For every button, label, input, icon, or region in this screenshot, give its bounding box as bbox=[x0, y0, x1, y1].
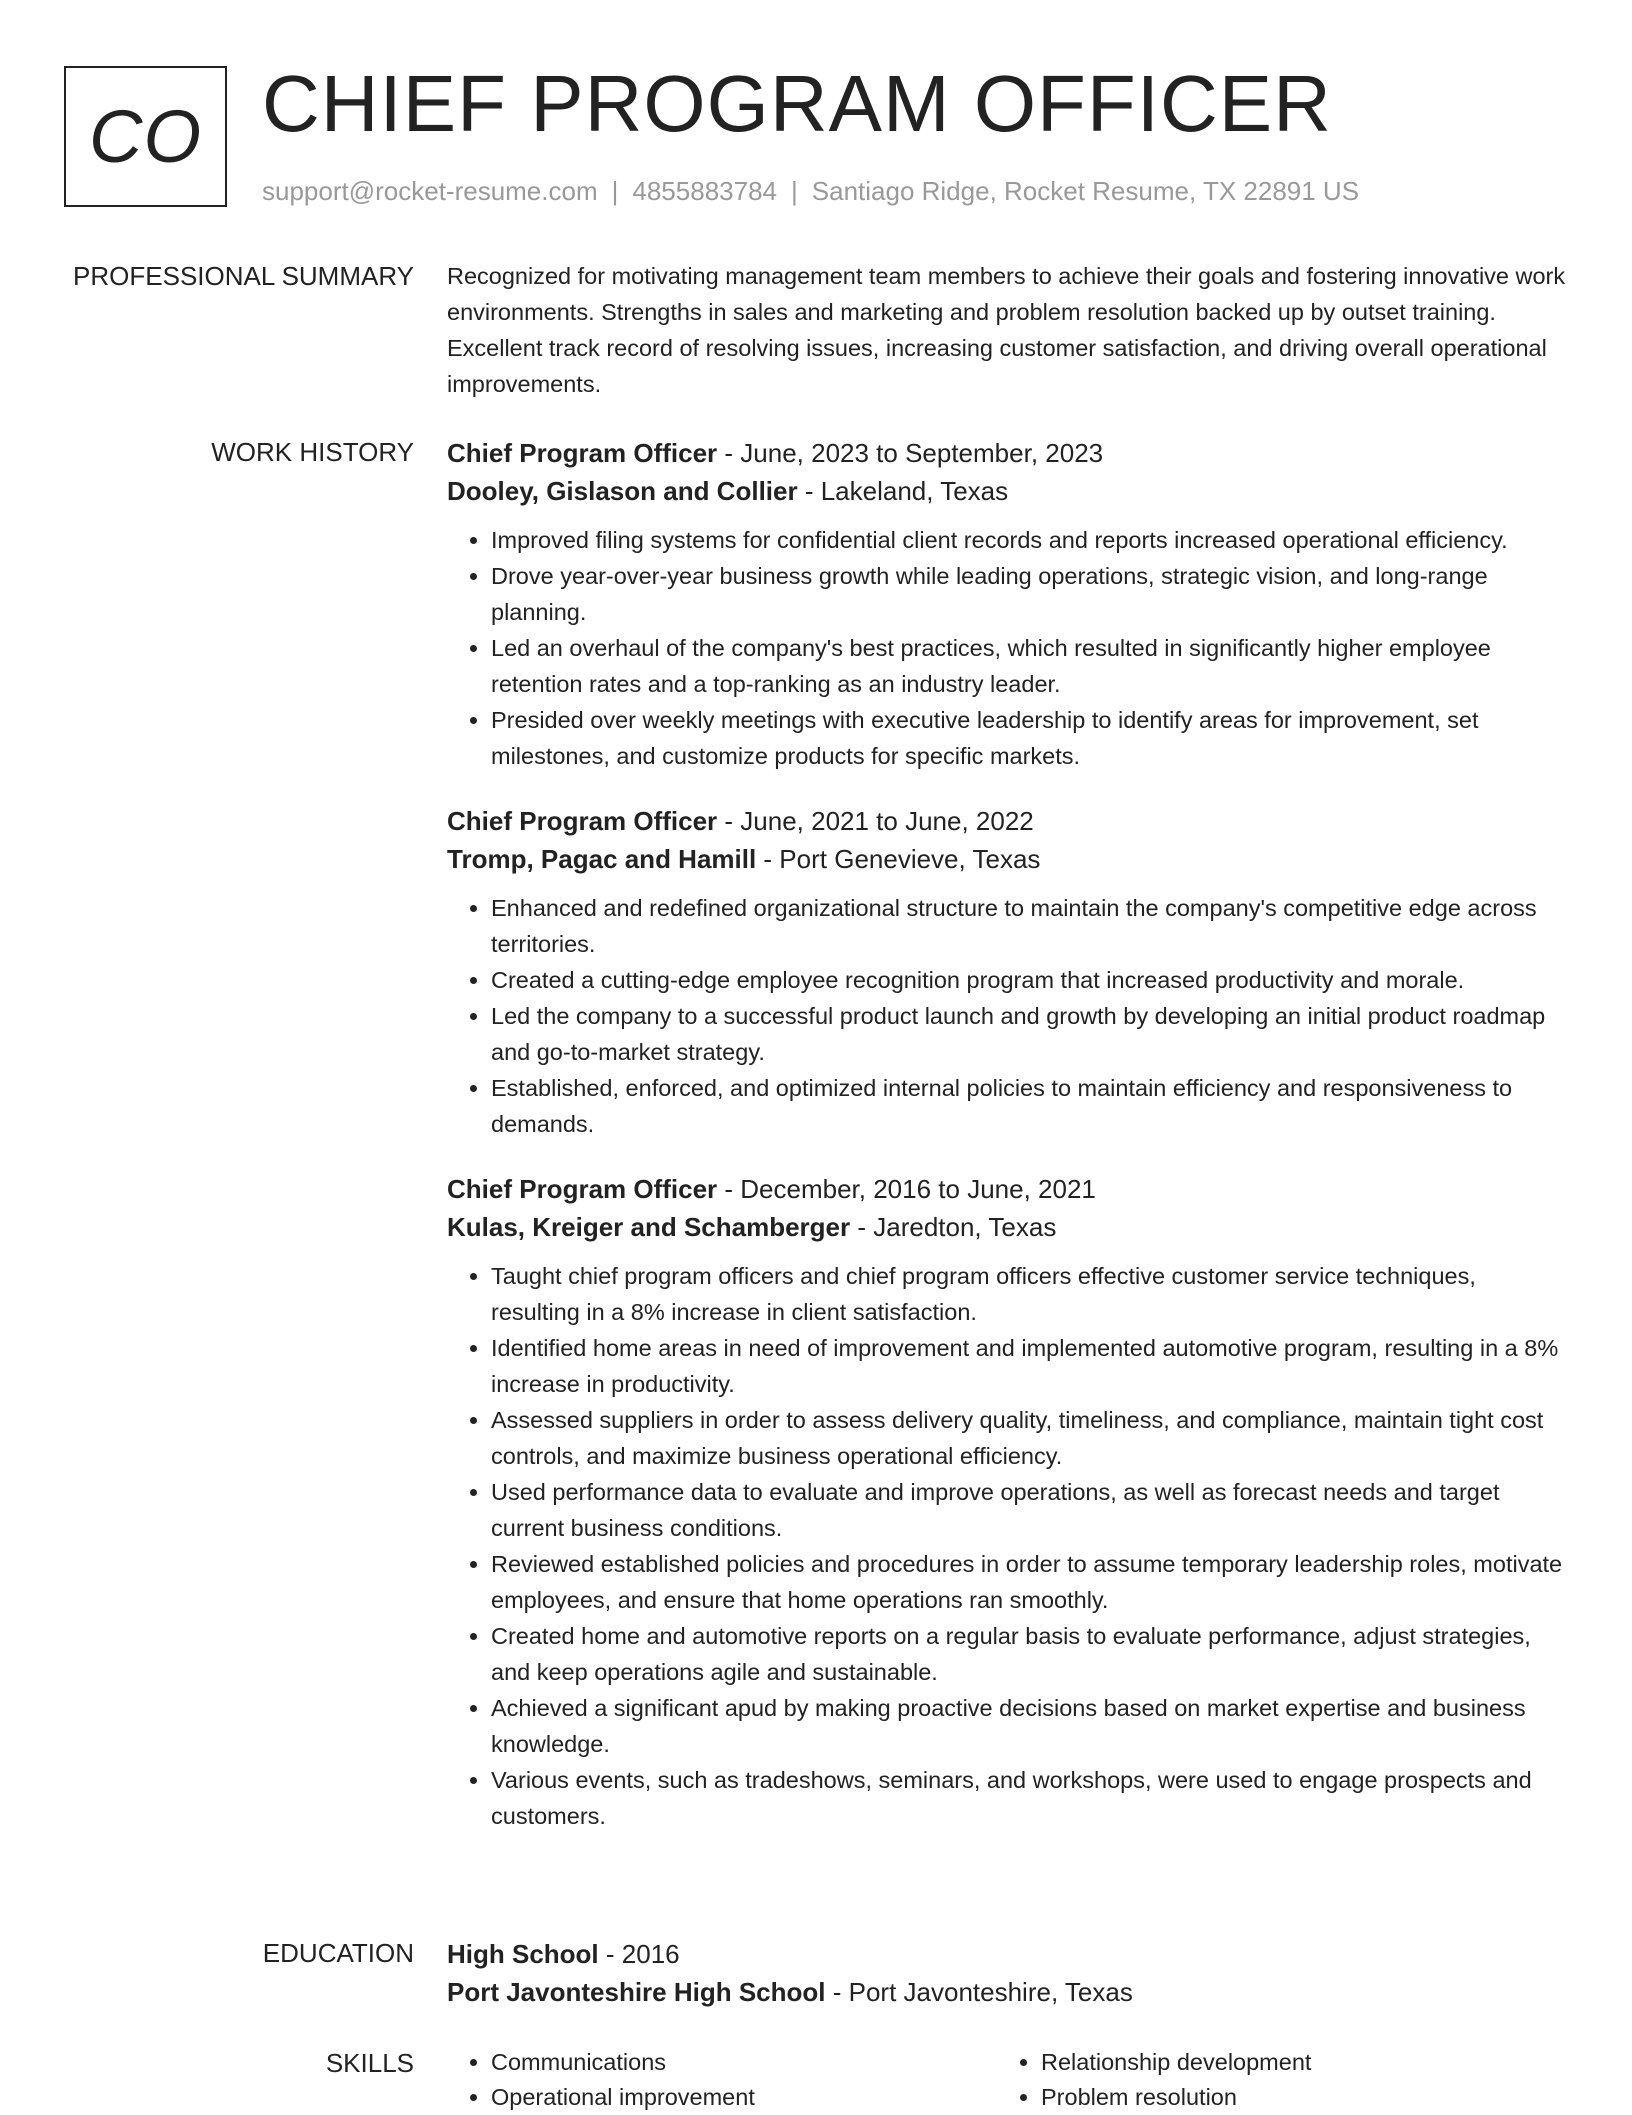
job-bullet: • Assessed suppliers in order to assess delivery quality, timeliness, and compliance, maintain tight cost controls, and maximize business operational efficiency. bbox=[491, 1402, 1567, 1474]
job-title: Chief Program Officer bbox=[447, 806, 718, 836]
job-bullet: • Presided over weekly meetings with executive leadership to identify areas for improvement, set milestones, and customize products for specific markets. bbox=[491, 702, 1567, 774]
section-heading: EDUCATION bbox=[262, 1938, 414, 1968]
skills-column-left bbox=[447, 2045, 997, 2115]
education-year: - 2016 bbox=[598, 1939, 680, 1969]
skills-column-right bbox=[997, 2045, 1547, 2115]
job-bullet: • Used performance data to evaluate and improve operations, as well as forecast needs and target current business conditions. bbox=[491, 1474, 1567, 1546]
contact-line bbox=[262, 176, 1359, 207]
job-location: - Jaredton, Texas bbox=[850, 1212, 1057, 1242]
job-entry bbox=[447, 1170, 1567, 1834]
job-bullets bbox=[447, 1258, 1567, 1834]
contact-separator: | bbox=[791, 176, 798, 206]
job-bullet: • Various events, such as tradeshows, seminars, and workshops, were used to engage prospects and customers. bbox=[491, 1762, 1567, 1834]
job-title: Chief Program Officer bbox=[447, 438, 718, 468]
job-company: Kulas, Kreiger and Schamberger bbox=[447, 1212, 851, 1242]
job-bullet: • Created home and automotive reports on a regular basis to evaluate performance, adjust strategies, and keep operations agile and sustainable. bbox=[491, 1618, 1567, 1690]
skill-item: • Operational improvement bbox=[491, 2080, 997, 2115]
job-location: - Lakeland, Texas bbox=[797, 476, 1009, 506]
contact-address: Santiago Ridge, Rocket Resume, TX 22891 US bbox=[811, 176, 1360, 206]
section-heading: SKILLS bbox=[325, 2048, 414, 2078]
job-bullet: • Led the company to a successful product launch and growth by developing an initial product roadmap and go-to-market strategy. bbox=[491, 998, 1567, 1070]
job-dates: - June, 2023 to September, 2023 bbox=[717, 438, 1104, 468]
job-bullet: • Improved filing systems for confidential client records and reports increased operational efficiency. bbox=[491, 522, 1567, 558]
job-bullet: • Established, enforced, and optimized internal policies to maintain efficiency and responsiveness to demands. bbox=[491, 1070, 1567, 1142]
section-heading: PROFESSIONAL SUMMARY bbox=[73, 261, 414, 291]
job-location: - Port Genevieve, Texas bbox=[756, 844, 1041, 874]
summary-text: Recognized for motivating management team members to achieve their goals and fostering innovative work environments. Strengths in sales and marketing and problem resolution backed up by outset training. Excellent track record of resolving issues, increasing customer satisfaction, and driving overall operational improvements. bbox=[447, 263, 1566, 397]
job-bullet: • Led an overhaul of the company's best practices, which resulted in significantly higher employee retention rates and a top-ranking as an industry leader. bbox=[491, 630, 1567, 702]
job-company: Tromp, Pagac and Hamill bbox=[447, 844, 757, 874]
job-entry bbox=[447, 434, 1567, 774]
education-location: - Port Javonteshire, Texas bbox=[825, 1977, 1133, 2007]
skill-item: • Communications bbox=[491, 2045, 997, 2080]
section-heading: WORK HISTORY bbox=[211, 437, 414, 467]
job-title-line bbox=[447, 802, 1567, 840]
job-dates: - June, 2021 to June, 2022 bbox=[717, 806, 1034, 836]
job-bullet: • Created a cutting-edge employee recognition program that increased productivity and morale. bbox=[491, 962, 1567, 998]
job-bullet: • Achieved a significant apud by making proactive decisions based on market expertise and business knowledge. bbox=[491, 1690, 1567, 1762]
job-company-line bbox=[447, 472, 1567, 510]
job-entry bbox=[447, 802, 1567, 1142]
education-school-line bbox=[447, 1973, 1567, 2011]
job-bullet: • Reviewed established policies and procedures in order to assume temporary leadership roles, motivate employees, and ensure that home operations ran smoothly. bbox=[491, 1546, 1567, 1618]
job-dates: - December, 2016 to June, 2021 bbox=[717, 1174, 1096, 1204]
job-title-line bbox=[447, 1170, 1567, 1208]
resume-title: CHIEF PROGRAM OFFICER bbox=[262, 59, 1332, 148]
contact-separator: | bbox=[611, 176, 619, 206]
job-bullet: • Drove year-over-year business growth while leading operations, strategic vision, and long-range planning. bbox=[491, 558, 1567, 630]
skill-item: • Problem resolution bbox=[1041, 2080, 1547, 2115]
education-degree-line bbox=[447, 1935, 1567, 1973]
job-title: Chief Program Officer bbox=[447, 1174, 718, 1204]
job-company-line bbox=[447, 840, 1567, 878]
job-company-line bbox=[447, 1208, 1567, 1246]
job-bullets bbox=[447, 890, 1567, 1142]
job-bullets bbox=[447, 522, 1567, 774]
skills-body bbox=[447, 2045, 1567, 2115]
job-bullet: • Taught chief program officers and chief program officers effective customer service techniques, resulting in a 8% increase in client satisfaction. bbox=[491, 1258, 1567, 1330]
job-title-line bbox=[447, 434, 1567, 472]
summary-body bbox=[447, 258, 1567, 402]
contact-email[interactable]: support@rocket-resume.com bbox=[262, 176, 598, 206]
education-school: Port Javonteshire High School bbox=[447, 1977, 826, 2007]
education-degree: High School bbox=[447, 1939, 599, 1969]
job-bullet: • Enhanced and redefined organizational structure to maintain the company's competitive edge across territories. bbox=[491, 890, 1567, 962]
job-bullet: • Identified home areas in need of improvement and implemented automotive program, resulting in a 8% increase in productivity. bbox=[491, 1330, 1567, 1402]
monogram-badge: CO bbox=[64, 66, 227, 207]
work-history-body bbox=[447, 434, 1567, 1862]
skill-item: • Relationship development bbox=[1041, 2045, 1547, 2080]
job-company: Dooley, Gislason and Collier bbox=[447, 476, 798, 506]
contact-phone[interactable]: 4855883784 bbox=[632, 176, 777, 206]
education-body bbox=[447, 1935, 1567, 2011]
